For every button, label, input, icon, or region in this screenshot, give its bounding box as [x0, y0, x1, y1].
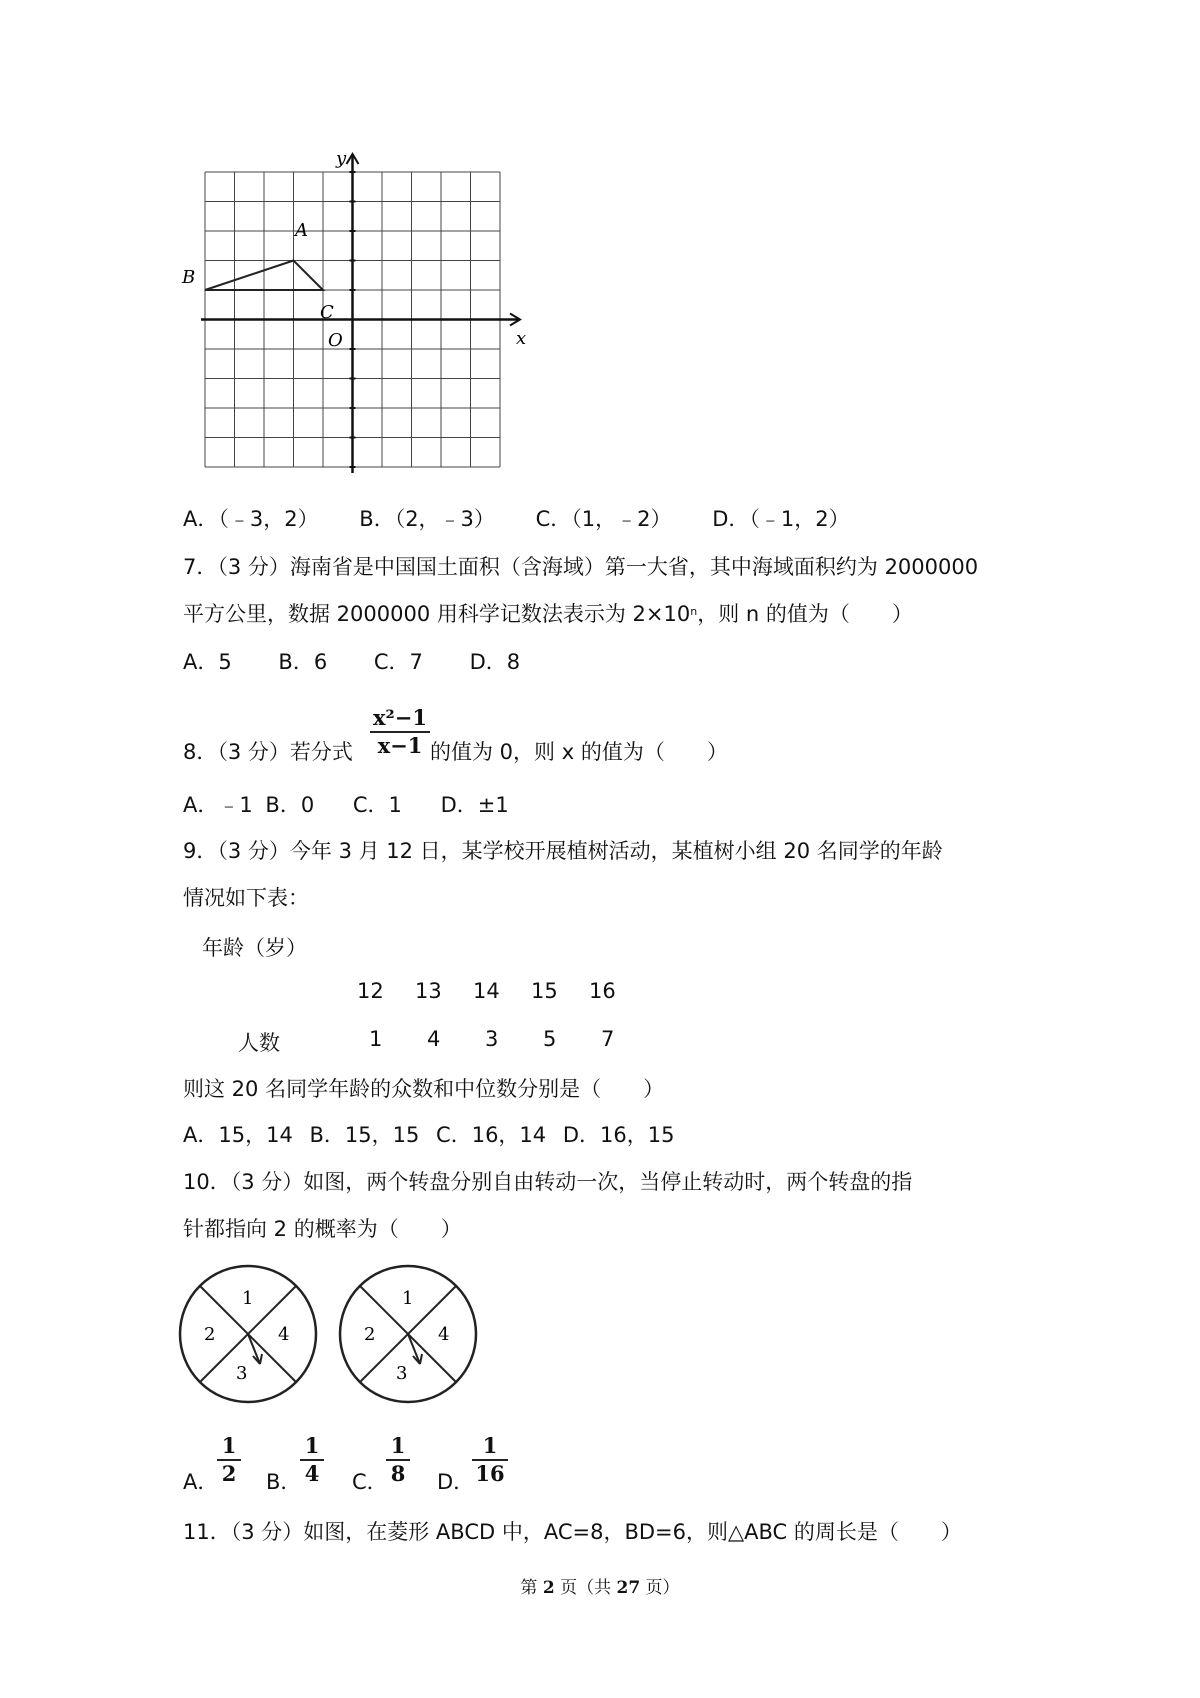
q10-option-a-fraction[interactable] — [217, 1433, 241, 1487]
q9-option-d[interactable]: D．16，15 — [562, 1123, 675, 1147]
x-axis-label: x — [516, 328, 527, 349]
q9-table-age-label: 年龄（岁） — [202, 936, 307, 960]
q9-count-cell: 3 — [485, 1027, 499, 1051]
point-c-label: C — [320, 302, 334, 323]
origin-label: O — [328, 330, 343, 351]
q9-option-b[interactable]: B．15，15 — [309, 1123, 420, 1147]
footer-suffix: 页） — [640, 1578, 680, 1598]
q7-option-a[interactable]: A．5 — [183, 650, 232, 674]
q10-option-c-den: 8 — [390, 1461, 406, 1486]
spinner-left-number-3: 3 — [236, 1363, 248, 1384]
q10-option-b-fraction[interactable] — [300, 1433, 324, 1487]
q7-line-2-a: 平方公里，数据 2000000 用科学记数法表示为 2×10 — [183, 602, 691, 626]
q9-count-cell: 4 — [427, 1027, 441, 1051]
y-axis-label: y — [336, 150, 347, 169]
q7-option-b[interactable]: B．6 — [278, 650, 328, 674]
q8-prefix: 8．（3 分）若分式 — [183, 740, 353, 764]
q10-option-b-num: 1 — [300, 1433, 324, 1461]
spinner-right-number-1: 1 — [402, 1288, 414, 1309]
q9-age-cell: 13 — [415, 979, 442, 1003]
q10-option-b-den: 4 — [304, 1461, 320, 1486]
q10-line-2: 针都指向 2 的概率为（ ） — [183, 1217, 462, 1241]
q8-option-b[interactable]: B．0 — [265, 793, 315, 817]
spinner-left-number-1: 1 — [242, 1288, 254, 1309]
point-b-label: B — [182, 267, 196, 288]
spinner-right-number-4: 4 — [438, 1324, 450, 1345]
q10-option-c-num: 1 — [386, 1433, 410, 1461]
q11-line-1: 11．（3 分）如图，在菱形 ABCD 中，AC=8，BD=6，则△ABC 的周长是（ ） — [183, 1520, 962, 1544]
q7-option-d[interactable]: D．8 — [469, 650, 521, 674]
q8-fraction-denominator: x−1 — [377, 733, 423, 758]
q8-suffix: 的值为 0，则 x 的值为（ ） — [430, 740, 728, 764]
q6-option-b[interactable]: B．（2，﹣3） — [359, 507, 495, 531]
footer-total-pages: 27 — [616, 1578, 641, 1598]
q7-options — [183, 647, 520, 677]
q6-options — [183, 504, 850, 534]
q10-line-1: 10．（3 分）如图，两个转盘分别自由转动一次，当停止转动时，两个转盘的指 — [183, 1170, 913, 1194]
q10-option-a-num: 1 — [217, 1433, 241, 1461]
point-a-label: A — [295, 220, 308, 241]
q9-line-1: 9．（3 分）今年 3 月 12 日，某学校开展植树活动，某植树小组 20 名同学的年龄 — [183, 839, 943, 863]
q10-option-d-letter[interactable]: D． — [437, 1470, 475, 1494]
q9-count-cell: 1 — [369, 1027, 383, 1051]
footer-mid: 页（共 — [554, 1578, 617, 1598]
footer-prefix: 第 — [520, 1578, 543, 1598]
q9-option-c[interactable]: C．16，14 — [436, 1123, 547, 1147]
q9-option-a[interactable]: A．15，14 — [183, 1123, 293, 1147]
spinner-right — [340, 1266, 476, 1402]
q7-option-c[interactable]: C．7 — [373, 650, 423, 674]
q10-option-a-den: 2 — [221, 1461, 237, 1486]
q9-options — [183, 1120, 674, 1150]
q6-option-c[interactable]: C．（1，﹣2） — [535, 507, 672, 531]
spinner-right-number-3: 3 — [396, 1363, 408, 1384]
q8-fraction-numerator: x²−1 — [370, 705, 430, 733]
q10-option-c-letter[interactable]: C． — [352, 1470, 388, 1494]
q10-option-d-fraction[interactable] — [472, 1433, 508, 1487]
q10-option-d-den: 16 — [475, 1461, 505, 1486]
spinners-figure — [178, 1262, 488, 1412]
q9-count-cell: 5 — [543, 1027, 557, 1051]
q9-line-2: 情况如下表： — [183, 886, 309, 910]
q8-option-c[interactable]: C．1 — [352, 793, 402, 817]
q9-table-count-label: 人数 — [238, 1031, 280, 1055]
q10-option-c-fraction[interactable] — [386, 1433, 410, 1487]
q7-exponent: n — [690, 605, 698, 618]
q7-line-2 — [183, 599, 913, 629]
q9-age-cell: 15 — [531, 979, 558, 1003]
q9-question: 则这 20 名同学年龄的众数和中位数分别是（ ） — [183, 1077, 665, 1101]
coordinate-grid-figure — [180, 150, 530, 485]
q8-option-d[interactable]: D．±1 — [440, 793, 509, 817]
q6-option-a[interactable]: A．（﹣3，2） — [183, 507, 319, 531]
q9-age-cell: 16 — [589, 979, 616, 1003]
q10-option-d-num: 1 — [472, 1433, 508, 1461]
q10-option-b-letter[interactable]: B． — [266, 1470, 302, 1494]
spinner-left-number-2: 2 — [204, 1324, 216, 1345]
spinner-left — [180, 1266, 316, 1402]
q8-fraction — [370, 705, 430, 759]
q8-option-a[interactable]: A．﹣1 — [183, 793, 253, 817]
q9-age-cell: 14 — [473, 979, 500, 1003]
q9-age-cell: 12 — [357, 979, 384, 1003]
footer-page-number: 2 — [542, 1578, 555, 1598]
q7-line-2-b: ，则 n 的值为（ ） — [697, 602, 913, 626]
page-footer — [0, 1573, 1200, 1598]
q7-line-1: 7．（3 分）海南省是中国国土面积（含海域）第一大省，其中海域面积约为 2000000 — [183, 555, 979, 579]
q8-options — [183, 790, 509, 820]
q6-option-d[interactable]: D．（﹣1，2） — [712, 507, 850, 531]
q10-option-a-letter[interactable]: A． — [183, 1470, 219, 1494]
spinner-right-number-2: 2 — [364, 1324, 376, 1345]
q9-count-cell: 7 — [601, 1027, 615, 1051]
spinner-left-number-4: 4 — [278, 1324, 290, 1345]
